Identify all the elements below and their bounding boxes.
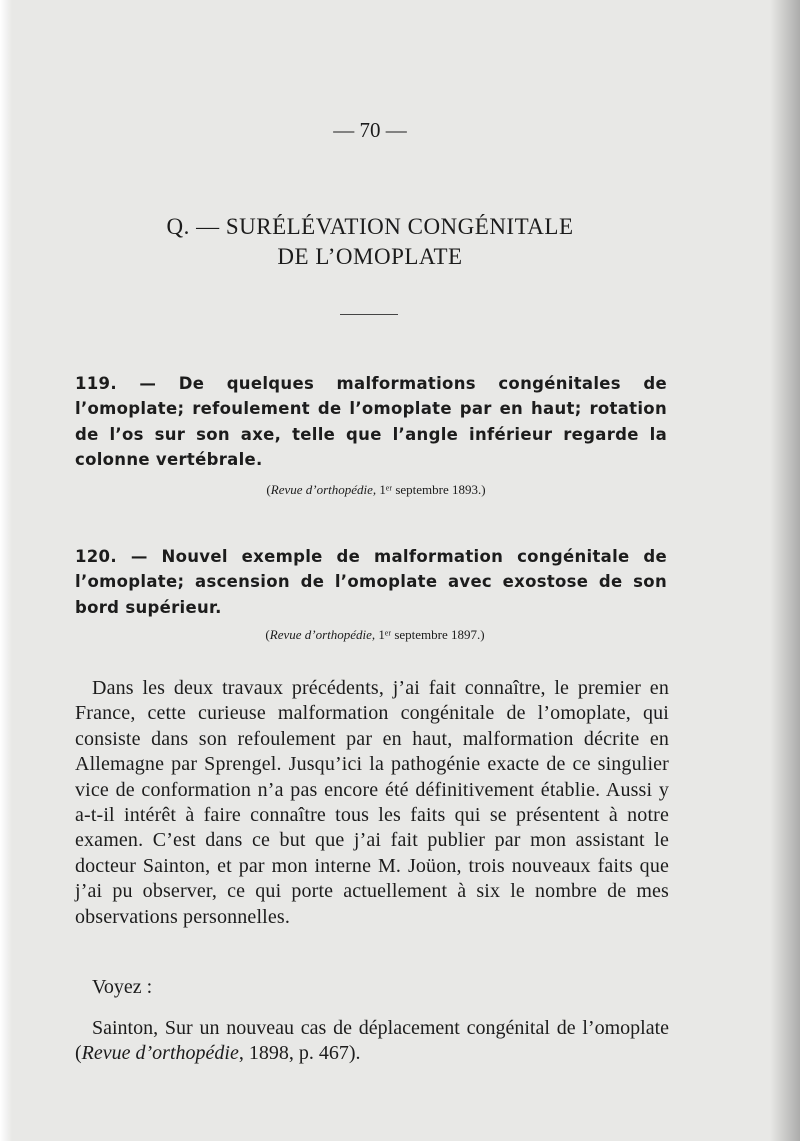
reference-open-paren: ( xyxy=(266,482,271,497)
body-paragraph-text: Dans les deux travaux précédents, j’ai fait connaître, le premier en France, cette curieuse malformation congénitale de l’omoplate, qui consiste dans son refoulement par en haut, malformation décrite en Allemagne par Sprengel. Jusqu’ici la pathogénie exacte de ce singulier vice de conformation n’a pas encore été définitivement établie. Aussi y a-t-il intérêt à faire connaître tous les faits qui se présentent à notre examen. C’est dans ce but que j’ai fait publier par mon assistant le docteur Sainton, et par mon interne M. Joüon, trois nouveaux faits que j’ai pu observer, ce qui porte actuellement à six le nombre de mes observations personnelles. xyxy=(75,677,669,928)
see-also-label: Voyez : xyxy=(92,976,153,998)
reference-journal: Revue d’orthopédie, xyxy=(270,482,377,497)
entry-text: — Nouvel exemple de malformation congénitale de l’omoplate; ascension de l’omoplate avec exostose de son bord supérieur. xyxy=(75,547,667,617)
reference-close-paren: ) xyxy=(480,627,485,642)
page-number: — 70 — xyxy=(333,118,407,142)
page-shadow-edge xyxy=(770,0,800,1141)
reference-date: 1ᵉʳ septembre 1897. xyxy=(378,627,481,642)
section-title xyxy=(100,212,640,272)
section-title-line-2: DE L’OMOPLATE xyxy=(277,244,463,269)
reference-open-paren: ( xyxy=(265,627,270,642)
body-paragraph xyxy=(75,676,669,930)
entry-number: 120. xyxy=(75,547,117,566)
entry-reference-120 xyxy=(79,627,671,643)
bibliography-entry-120 xyxy=(75,544,667,620)
page-binding-edge xyxy=(0,0,12,1141)
reference-close-paren: ) xyxy=(481,482,486,497)
section-title-line-1: Q. — SURÉLÉVATION CONGÉNITALE xyxy=(166,214,574,239)
entry-reference-119 xyxy=(80,482,672,498)
section-divider xyxy=(340,314,398,315)
reference-journal: Revue d’orthopédie, xyxy=(269,627,376,642)
bibliography-entry-119 xyxy=(75,371,667,472)
citation-text-before: Sainton, Sur un nouveau cas de déplacement congénital de l’omoplate ( xyxy=(75,1017,669,1065)
reference-date: 1ᵉʳ septembre 1893. xyxy=(379,482,482,497)
citation-journal: Revue d’orthopédie xyxy=(81,1042,239,1065)
citation xyxy=(75,1016,669,1067)
citation-text-after: , 1898, p. 467). xyxy=(238,1042,361,1065)
entry-number: 119. xyxy=(75,374,117,393)
entry-text: — De quelques malformations congénitales de l’omoplate; refoulement de l’omoplate par en haut; rotation de l’os sur son axe, telle que l’angle inférieur regarde la colonne vertébrale. xyxy=(75,374,667,469)
